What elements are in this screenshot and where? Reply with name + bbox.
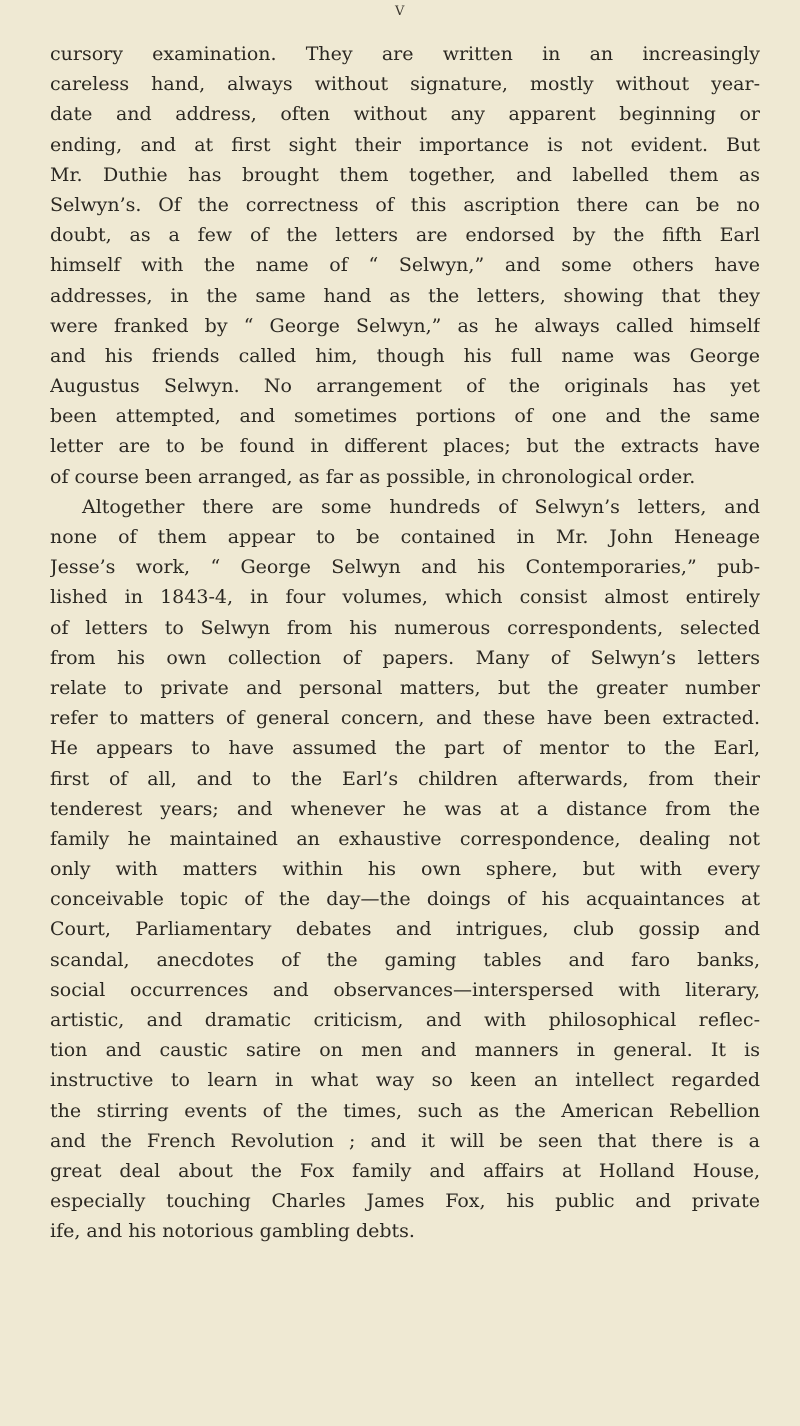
- text-line: tenderest years; and whenever he was at a distance from the: [50, 797, 760, 820]
- text-line: cursory examination. They are written in an increasingly: [50, 43, 760, 65]
- body-text: [50, 39, 760, 1247]
- text-line: of letters to Selwyn from his numerous correspondents, selected: [50, 616, 760, 639]
- text-line: none of them appear to be contained in Mr. John Heneage: [50, 526, 760, 548]
- text-line: first of all, and to the Earl’s children afterwards, from their: [50, 767, 760, 790]
- text-line: artistic, and dramatic criticism, and with philosophical reflec-: [50, 1009, 760, 1031]
- text-line: been attempted, and sometimes portions of one and the same: [50, 405, 760, 428]
- text-line: doubt, as a few of the letters are endorsed by the fifth Earl: [50, 224, 760, 247]
- text-line: social occurrences and observances—interspersed with literary,: [50, 978, 760, 1001]
- page-number: V: [395, 4, 405, 19]
- text-line: date and address, often without any apparent beginning or: [50, 103, 760, 126]
- text-line: family he maintained an exhaustive correspondence, dealing not: [50, 827, 760, 850]
- text-line: of course been arranged, as far as possible, in chronological order.: [50, 465, 696, 488]
- text-line: especially touching Charles James Fox, his public and private: [50, 1190, 760, 1213]
- text-line: great deal about the Fox family and affairs at Holland House,: [50, 1159, 760, 1182]
- text-line: Selwyn’s. Of the correctness of this ascription there can be no: [50, 193, 760, 216]
- text-line: Augustus Selwyn. No arrangement of the originals has yet: [50, 375, 760, 398]
- text-line: He appears to have assumed the part of mentor to the Earl,: [50, 737, 760, 760]
- text-line: conceivable topic of the day—the doings of his acquaintances at: [50, 888, 760, 911]
- text-line: relate to private and personal matters, but the greater number: [50, 676, 760, 699]
- text-line: himself with the name of “ Selwyn,” and some others have: [50, 254, 760, 277]
- text-line: careless hand, always without signature, mostly without year-: [50, 73, 760, 96]
- text-line: and the French Revolution ; and it will be seen that there is a: [50, 1129, 760, 1152]
- text-line: Court, Parliamentary debates and intrigues, club gossip and: [50, 918, 760, 941]
- text-line: scandal, anecdotes of the gaming tables and faro banks,: [50, 948, 760, 971]
- text-line: Jesse’s work, “ George Selwyn and his Contemporaries,” pub-: [50, 556, 760, 579]
- text-line: addresses, in the same hand as the letters, showing that they: [50, 284, 760, 307]
- text-line: only with matters within his own sphere, but with every: [50, 858, 760, 881]
- text-line: letter are to be found in different places; but the extracts have: [50, 435, 760, 458]
- text-line: lished in 1843-4, in four volumes, which consist almost entirely: [50, 586, 760, 609]
- text-line: from his own collection of papers. Many of Selwyn’s letters: [50, 646, 760, 669]
- text-line: were franked by “ George Selwyn,” as he always called himself: [50, 314, 760, 337]
- text-line: refer to matters of general concern, and these have been extracted.: [50, 707, 760, 730]
- text-line: the stirring events of the times, such as the American Rebellion: [50, 1099, 760, 1122]
- text-line: ending, and at first sight their importance is not evident. But: [50, 133, 760, 156]
- text-line: Mr. Duthie has brought them together, and labelled them as: [50, 163, 760, 186]
- text-line: ife, and his notorious gambling debts.: [50, 1220, 415, 1243]
- text-line: and his friends called him, though his full name was George: [50, 344, 760, 367]
- text-line: instructive to learn in what way so keen an intellect regarded: [50, 1069, 760, 1092]
- text-line: tion and caustic satire on men and manners in general. It is: [50, 1039, 760, 1062]
- text-line: Altogether there are some hundreds of Selwyn’s letters, and: [82, 495, 760, 518]
